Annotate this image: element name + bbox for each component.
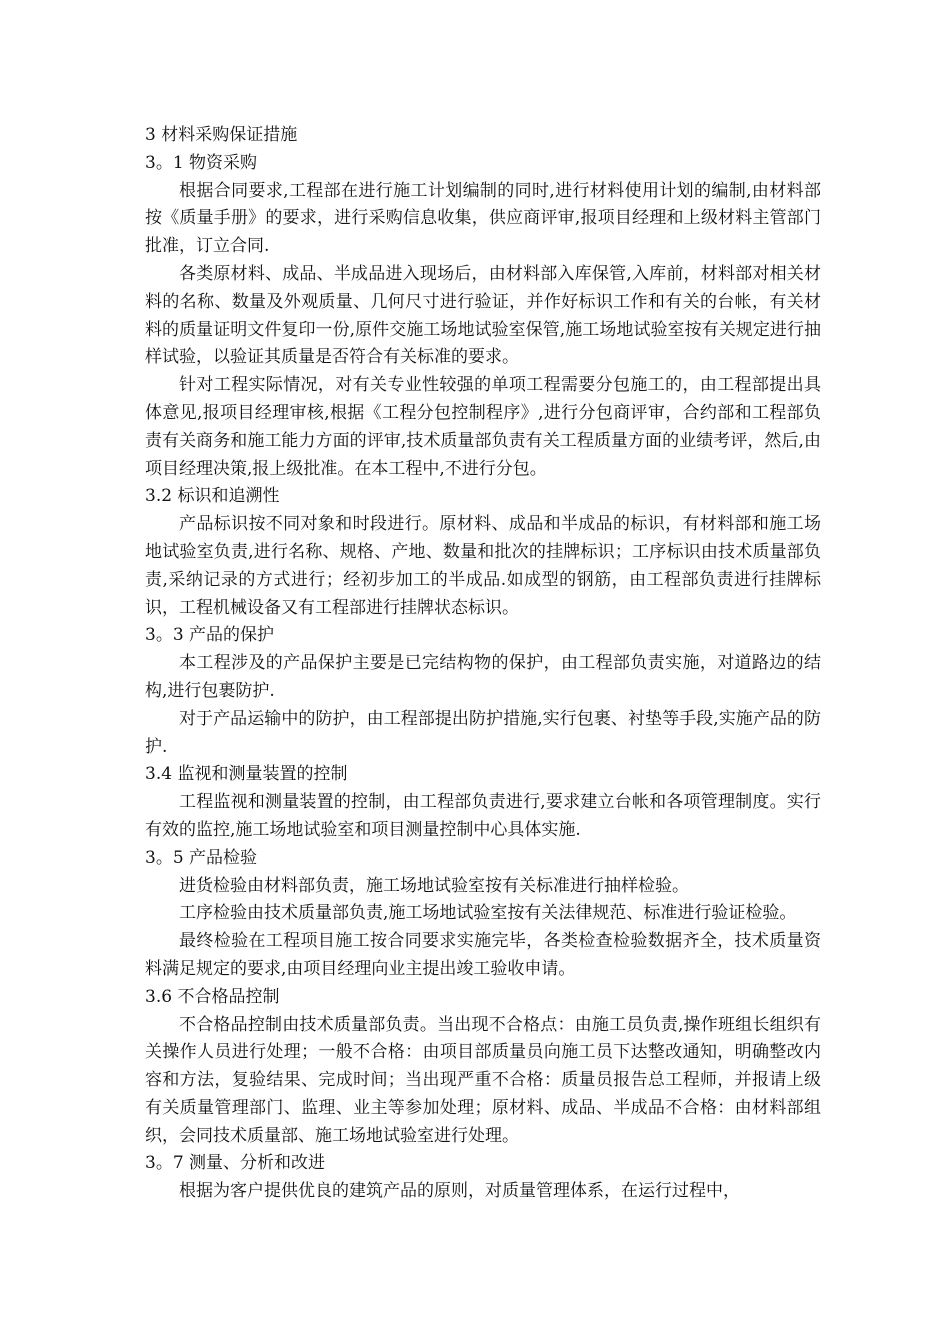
paragraph: 进货检验由材料部负责，施工场地试验室按有关标准进行抽样检验。 — [179, 875, 689, 896]
section-heading-3-1: 3。1 物资采购 — [145, 152, 258, 173]
section-heading-3-3: 3。3 产品的保护 — [145, 625, 275, 646]
paragraph: 本工程涉及的产品保护主要是已完结构物的保护，由工程部负责实施，对道路边的结构,进行包裹防护. — [145, 653, 821, 701]
section-heading-3-2: 3.2 标识和追溯性 — [145, 486, 280, 507]
paragraph: 不合格品控制由技术质量部负责。当出现不合格点：由施工员负责,操作班组长组织有关操作人员进行处理；一般不合格：由项目部质量员向施工员下达整改通知，明确整改内容和方法，复验结果、完成时间；当出现严重不合格：质量员报告总工程师，并报请上级有关质量管理部门、监理、业主等参加处理；原材料、成品、半成品不合格：由材料部组织，会同技术质量部、施工场地试验室进行处理。 — [145, 1014, 821, 1146]
section-heading-3-4: 3.4 监视和测量装置的控制 — [145, 764, 348, 785]
paragraph: 产品标识按不同对象和时段进行。原材料、成品和半成品的标识，有材料部和施工场地试验室负责,进行名称、规格、产地、数量和批次的挂牌标识；工序标识由技术质量部负责,采纳记录的方式进行；经初步加工的半成品.如成型的钢筋，由工程部负责进行挂牌标识，工程机械设备又有工程部进行挂牌状态标识。 — [145, 514, 821, 618]
paragraph: 针对工程实际情况，对有关专业性较强的单项工程需要分包施工的，由工程部提出具体意见,报项目经理审核,根据《工程分包控制程序》,进行分包商评审，合约部和工程部负责有关商务和施工能力方面的评审,技术质量部负责有关工程质量方面的业绩考评，然后,由项目经理决策,报上级批准。在本工程中,不进行分包。 — [145, 375, 821, 479]
paragraph: 工程监视和测量装置的控制，由工程部负责进行,要求建立台帐和各项管理制度。实行有效的监控,施工场地试验室和项目测量控制中心具体实施. — [145, 792, 821, 840]
paragraph: 根据合同要求,工程部在进行施工计划编制的同时,进行材料使用计划的编制,由材料部按《质量手册》的要求，进行采购信息收集，供应商评审,报项目经理和上级材料主管部门批准，订立合同. — [145, 180, 821, 257]
paragraph: 根据为客户提供优良的建筑产品的原则，对质量管理体系，在运行过程中， — [179, 1181, 740, 1202]
section-heading-3-6: 3.6 不合格品控制 — [145, 986, 280, 1007]
paragraph: 工序检验由技术质量部负责,施工场地试验室按有关法律规范、标准进行验证检验。 — [179, 903, 797, 924]
section-heading-3-5: 3。5 产品检验 — [145, 847, 258, 868]
paragraph: 最终检验在工程项目施工按合同要求实施完毕，各类检查检验数据齐全，技术质量资料满足规定的要求,由项目经理向业主提出竣工验收申请。 — [145, 931, 821, 979]
paragraph: 对于产品运输中的防护，由工程部提出防护措施,实行包裹、衬垫等手段,实施产品的防护. — [145, 708, 821, 757]
section-heading-3-7: 3。7 测量、分析和改进 — [145, 1153, 326, 1174]
paragraph: 各类原材料、成品、半成品进入现场后，由材料部入库保管,入库前，材料部对相关材料的名称、数量及外观质量、几何尺寸进行验证，并作好标识工作和有关的台帐，有关材料的质量证明文件复印一份,原件交施工场地试验室保管,施工场地试验室按有关规定进行抽样试验，以验证其质量是否符合有关标准的要求。 — [145, 263, 821, 368]
chapter-heading: 3 材料采购保证措施 — [145, 125, 298, 145]
document-page — [145, 122, 821, 1206]
